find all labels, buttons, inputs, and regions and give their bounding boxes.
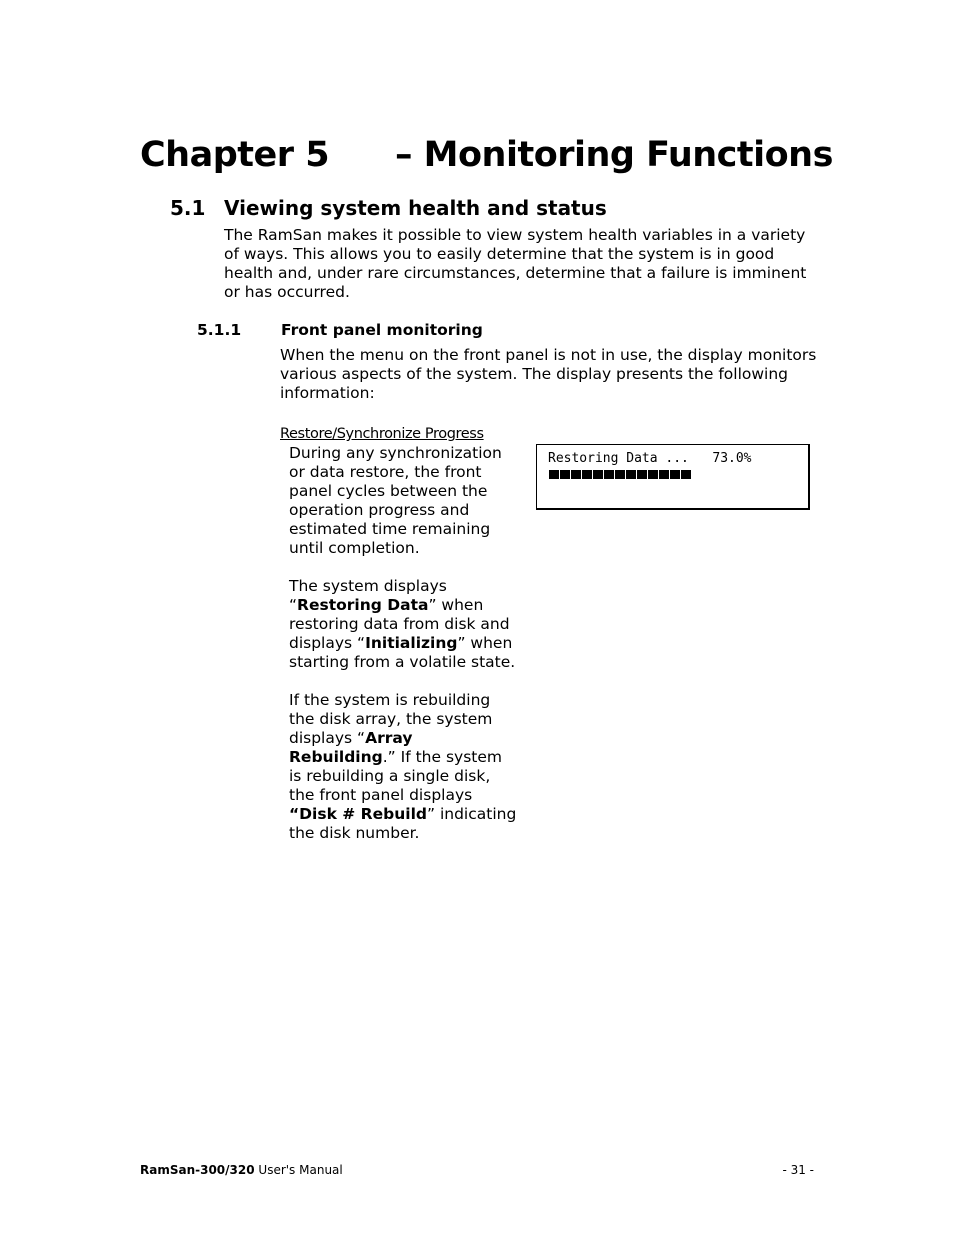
footer-manual-title	[140, 1162, 343, 1178]
restoring-data-term: Restoring Data	[297, 596, 429, 614]
front-panel-display	[536, 444, 810, 510]
progress-block	[582, 470, 592, 479]
section-heading	[170, 194, 607, 222]
chapter-name: – Monitoring Functions	[395, 135, 833, 175]
text-run: .” If the system is rebuilding a single disk, the front panel displays	[289, 748, 502, 804]
progress-block	[604, 470, 614, 479]
text-run: ” when restoring data from disk and displays “	[289, 596, 510, 652]
restore-paragraph-2	[289, 577, 517, 672]
chapter-number: Chapter 5	[140, 135, 330, 175]
restore-description	[289, 444, 517, 862]
progress-block	[626, 470, 636, 479]
subsection-title: Front panel monitoring	[281, 321, 483, 339]
section-intro-paragraph: The RamSan makes it possible to view system health variables in a variety of ways. This allows you to easily determine that the system is in good health and, under rare circumstances, determine that a failure is imminent or has occurred.	[224, 226, 807, 301]
progress-block	[637, 470, 647, 479]
text-run: ” indicating the disk number.	[289, 805, 517, 842]
chapter-title	[140, 132, 833, 178]
progress-block	[571, 470, 581, 479]
front-panel-paragraph: When the menu on the front panel is not in use, the display monitors various aspects of the system. The display presents the following information:	[280, 346, 817, 402]
disk-rebuild-term: “Disk # Rebuild	[289, 805, 427, 823]
progress-block	[681, 470, 691, 479]
display-status-line	[548, 451, 752, 467]
text-run: If the system is rebuilding the disk array, the system displays “	[289, 691, 493, 747]
footer-product: RamSan-300/320	[140, 1163, 255, 1177]
section-title: Viewing system health and status	[224, 196, 607, 220]
text-run: ” when starting from a volatile state.	[289, 634, 516, 671]
subsection-number: 5.1.1	[197, 321, 242, 339]
progress-block	[615, 470, 625, 479]
display-label: Restoring Data ...	[548, 451, 689, 466]
progress-block	[648, 470, 658, 479]
page-number: - 31 -	[782, 1163, 814, 1177]
text-run: The system displays “	[289, 577, 447, 614]
section-number: 5.1	[170, 196, 206, 220]
display-percent: 73.0%	[712, 451, 752, 466]
restore-sync-heading: Restore/Synchronize Progress	[280, 426, 484, 442]
progress-block	[593, 470, 603, 479]
progress-block	[659, 470, 669, 479]
restore-paragraph-3	[289, 691, 517, 843]
restore-paragraph-1: During any synchronization or data restore, the front panel cycles between the operation progress and estimated time remaining until completion.	[289, 444, 502, 557]
array-rebuilding-term: Array Rebuilding	[289, 729, 413, 766]
footer-manual: User's Manual	[254, 1163, 343, 1177]
display-progress-bar	[549, 470, 691, 479]
progress-block	[560, 470, 570, 479]
initializing-term: Initializing	[365, 634, 458, 652]
subsection-heading	[197, 320, 483, 340]
progress-block	[549, 470, 559, 479]
progress-block	[670, 470, 680, 479]
